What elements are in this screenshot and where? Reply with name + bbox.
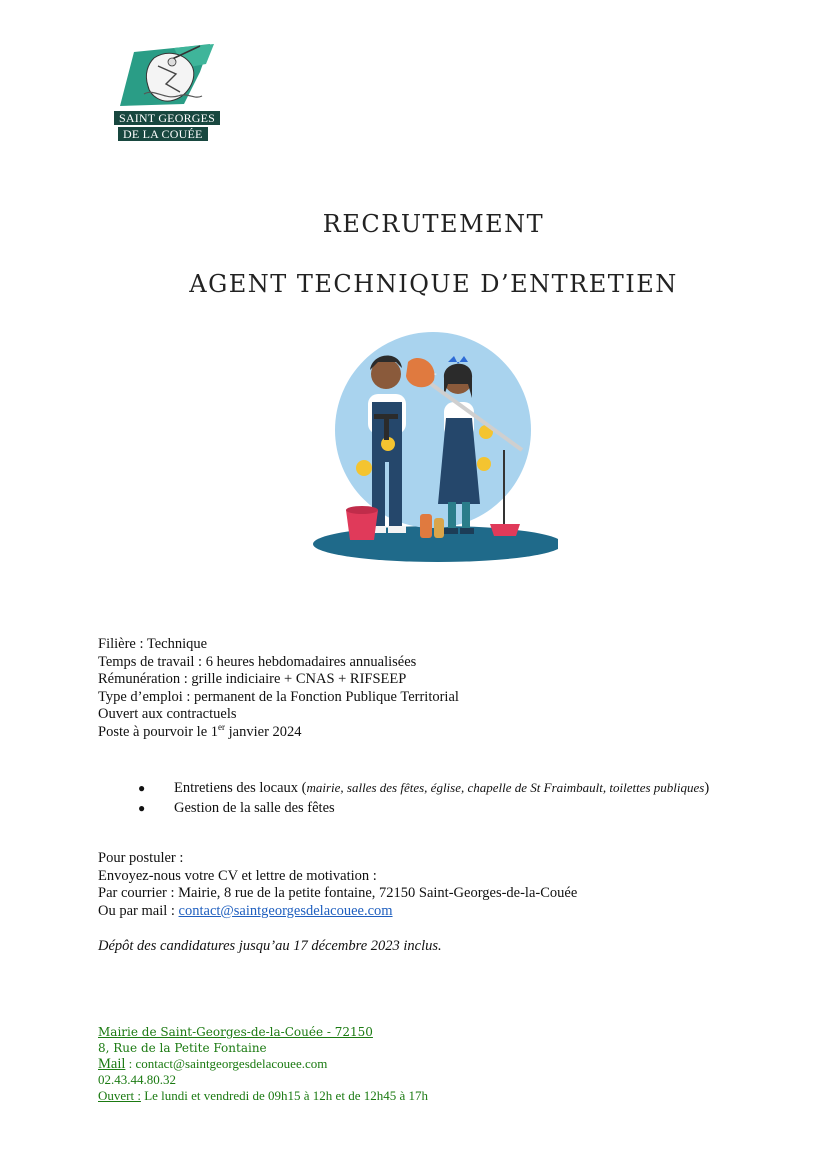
- bullet-icon: ●: [138, 781, 146, 795]
- logo-text-line1: SAINT GEORGES: [114, 111, 220, 125]
- detail-employment-type: Type d’emploi : permanent de la Fonction Publique Territorial: [98, 688, 459, 705]
- application-deadline: Dépôt des candidatures jusqu’au 17 décembre 2023 inclus.: [98, 938, 442, 954]
- apply-instruction: Envoyez-nous votre CV et lettre de motivation :: [98, 867, 377, 884]
- footer-mail: Mail : contact@saintgeorgesdelacouee.com: [98, 1056, 328, 1072]
- email-link[interactable]: contact@saintgeorgesdelacouee.com: [178, 902, 393, 919]
- footer-phone: 02.43.44.80.32: [98, 1072, 176, 1087]
- footer-hours: Ouvert : Le lundi et vendredi de 09h15 à 12h et de 12h45 à 17h: [98, 1088, 428, 1103]
- bullet-icon: ●: [138, 801, 146, 815]
- page-subtitle: AGENT TECHNIQUE D’ENTRETIEN: [189, 270, 678, 298]
- list-item: ● Entretiens des locaux (mairie, salles des fêtes, église, chapelle de St Fraimbault, toilettes publiques): [138, 780, 710, 796]
- detail-contractuals: Ouvert aux contractuels: [98, 706, 237, 722]
- detail-start-date: Poste à pourvoir le 1er janvier 2024: [98, 721, 302, 740]
- detail-work-time: Temps de travail : 6 heures hebdomadaires annualisées: [98, 653, 417, 670]
- footer-contact: [98, 1024, 428, 1104]
- municipality-logo: [114, 44, 226, 144]
- apply-postal: Par courrier : Mairie, 8 rue de la petite fontaine, 72150 Saint-Georges-de-la-Couée: [98, 885, 578, 901]
- detail-filiere: Filière : Technique: [98, 636, 208, 652]
- how-to-apply: [98, 850, 577, 920]
- apply-email-line: Ou par mail : contact@saintgeorgesdelacouee.com: [98, 902, 393, 919]
- page-title: RECRUTEMENT: [322, 210, 545, 238]
- logo-text-line2: DE LA COUÉE: [118, 127, 208, 141]
- detail-salary: Rémunération : grille indiciaire + CNAS + RIFSEEP: [98, 671, 407, 687]
- job-details: [98, 636, 459, 741]
- missions-list: [138, 778, 710, 818]
- footer-address: 8, Rue de la Petite Fontaine: [98, 1041, 267, 1055]
- list-item: ● Gestion de la salle des fêtes: [138, 800, 335, 816]
- cleaning-staff-illustration-icon: [308, 332, 558, 572]
- footer-org-name: Mairie de Saint-Georges-de-la-Couée - 72150: [98, 1025, 373, 1039]
- apply-heading: Pour postuler :: [98, 850, 184, 866]
- saint-george-dragon-emblem-icon: [114, 44, 226, 110]
